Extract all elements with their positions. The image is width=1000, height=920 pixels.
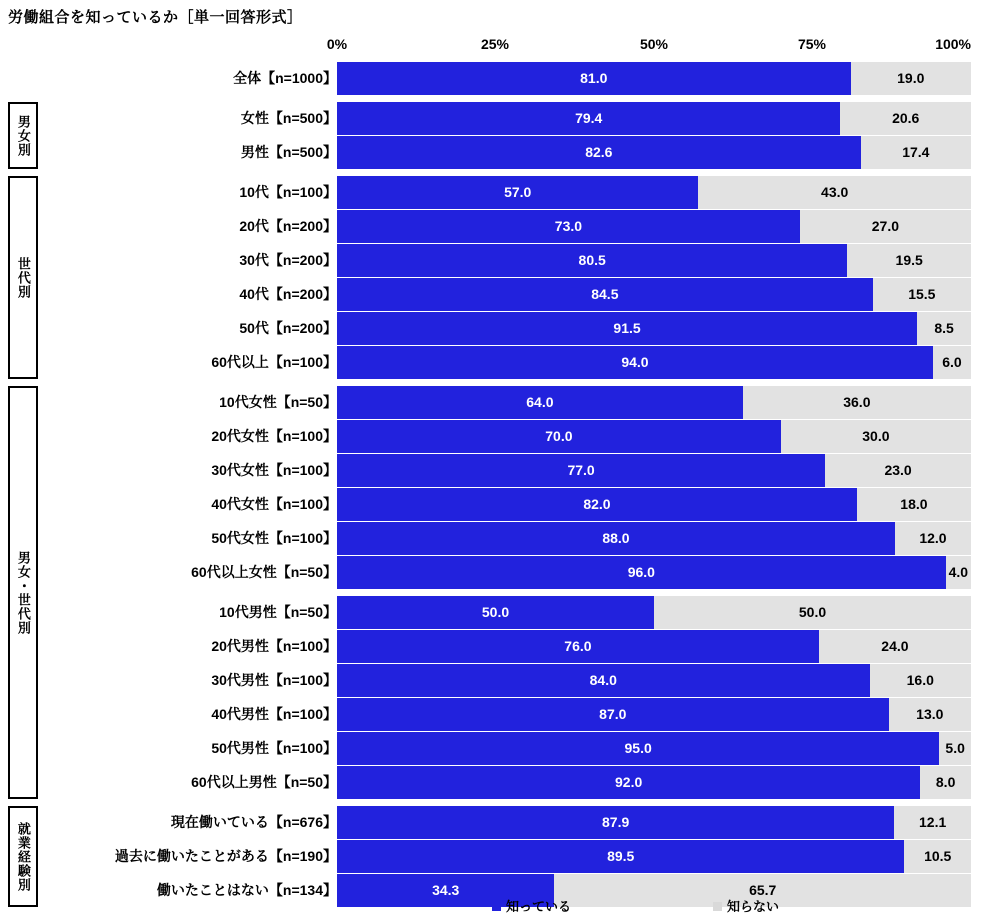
bar-segment-unknow: 15.5 — [873, 278, 971, 311]
group-bracket-generation-label: 世代別 — [15, 256, 31, 299]
chart-row — [0, 244, 1000, 277]
bar-segment-unknow: 12.1 — [894, 806, 971, 839]
bar-segment-unknow: 24.0 — [819, 630, 971, 663]
x-axis-tick-75: 75% — [797, 36, 827, 52]
stacked-bar — [337, 454, 971, 487]
bar-segment-unknow: 20.6 — [840, 102, 971, 135]
stacked-bar — [337, 62, 971, 95]
chart-row — [0, 454, 1000, 487]
group-bracket-gender-generation-label: 男女・世代別 — [15, 550, 31, 635]
stacked-bar — [337, 420, 971, 453]
bar-segment-know: 94.0 — [337, 346, 933, 379]
chart-row — [0, 664, 1000, 697]
bar-segment-unknow: 30.0 — [781, 420, 971, 453]
chart-title: 労働組合を知っているか［単一回答形式］ — [8, 9, 303, 26]
stacked-bar — [337, 102, 971, 135]
row-label: 50代男性【n=100】 — [211, 740, 337, 756]
row-label: 10代女性【n=50】 — [219, 394, 337, 410]
row-label: 過去に働いたことがある【n=190】 — [114, 848, 337, 864]
chart-row — [0, 278, 1000, 311]
stacked-bar — [337, 278, 971, 311]
group-bracket-gender-label: 男女別 — [15, 114, 31, 157]
bar-segment-unknow: 18.0 — [857, 488, 971, 521]
bar-segment-unknow: 8.0 — [920, 766, 971, 799]
stacked-bar — [337, 698, 971, 731]
legend-label-unknow: 知らない — [727, 899, 780, 914]
chart-row — [0, 136, 1000, 169]
chart-row — [0, 556, 1000, 589]
bar-segment-know: 34.3 — [337, 874, 554, 907]
bar-segment-know: 70.0 — [337, 420, 781, 453]
bar-segment-know: 84.0 — [337, 664, 870, 697]
row-label: 40代女性【n=100】 — [211, 496, 337, 512]
stacked-bar — [337, 312, 971, 345]
chart-row — [0, 596, 1000, 629]
legend-item-know — [492, 896, 571, 915]
bar-segment-know: 80.5 — [337, 244, 847, 277]
stacked-bar — [337, 556, 971, 589]
row-label: 40代男性【n=100】 — [211, 706, 337, 722]
chart-row — [0, 766, 1000, 799]
row-label: 20代女性【n=100】 — [211, 428, 337, 444]
row-label: 50代【n=200】 — [239, 320, 337, 336]
legend-swatch-grey-icon — [713, 902, 722, 911]
chart-row — [0, 420, 1000, 453]
bar-segment-know: 82.0 — [337, 488, 857, 521]
chart-row — [0, 522, 1000, 555]
bar-segment-unknow: 19.5 — [847, 244, 971, 277]
row-label: 20代【n=200】 — [239, 218, 337, 234]
row-label: 10代【n=100】 — [239, 184, 337, 200]
bar-segment-know: 91.5 — [337, 312, 917, 345]
chart-row — [0, 698, 1000, 731]
bar-segment-unknow: 17.4 — [861, 136, 971, 169]
bar-segment-unknow: 65.7 — [554, 874, 971, 907]
chart-row — [0, 312, 1000, 345]
row-label: 30代男性【n=100】 — [211, 672, 337, 688]
stacked-bar — [337, 840, 971, 873]
row-label: 60代以上女性【n=50】 — [191, 564, 337, 580]
chart-row — [0, 806, 1000, 839]
bar-segment-unknow: 36.0 — [743, 386, 971, 419]
chart-row — [0, 210, 1000, 243]
row-label: 30代女性【n=100】 — [211, 462, 337, 478]
chart-row — [0, 62, 1000, 95]
row-label: 働いたことはない【n=134】 — [156, 882, 337, 898]
stacked-bar — [337, 806, 971, 839]
stacked-bar — [337, 522, 971, 555]
bar-segment-know: 64.0 — [337, 386, 743, 419]
bar-segment-unknow: 10.5 — [904, 840, 971, 873]
stacked-bar — [337, 386, 971, 419]
plot-area — [0, 62, 1000, 908]
bar-segment-unknow: 13.0 — [889, 698, 971, 731]
bar-segment-know: 87.0 — [337, 698, 889, 731]
chart-row — [0, 840, 1000, 873]
bar-segment-know: 76.0 — [337, 630, 819, 663]
row-label: 現在働いている【n=676】 — [170, 814, 337, 830]
bar-segment-know: 92.0 — [337, 766, 920, 799]
row-label: 40代【n=200】 — [239, 286, 337, 302]
bar-segment-know: 50.0 — [337, 596, 654, 629]
chart-row — [0, 346, 1000, 379]
legend — [0, 896, 1000, 916]
stacked-bar — [337, 176, 971, 209]
bar-segment-unknow: 12.0 — [895, 522, 971, 555]
bar-segment-know: 88.0 — [337, 522, 895, 555]
x-axis-tick-25: 25% — [480, 36, 510, 52]
bar-segment-unknow: 5.0 — [939, 732, 971, 765]
bar-segment-know: 87.9 — [337, 806, 894, 839]
bar-segment-know: 79.4 — [337, 102, 840, 135]
chart-row — [0, 630, 1000, 663]
bar-segment-know: 57.0 — [337, 176, 698, 209]
bar-segment-unknow: 23.0 — [825, 454, 971, 487]
group-bracket-work-experience-label: 就業経験別 — [15, 821, 31, 892]
bar-segment-know: 89.5 — [337, 840, 904, 873]
stacked-bar — [337, 244, 971, 277]
legend-label-know: 知っている — [506, 899, 572, 914]
bar-segment-unknow: 16.0 — [870, 664, 971, 697]
chart-row — [0, 102, 1000, 135]
stacked-bar — [337, 346, 971, 379]
stacked-bar — [337, 488, 971, 521]
row-label: 60代以上【n=100】 — [211, 354, 337, 370]
row-label: 30代【n=200】 — [239, 252, 337, 268]
bar-segment-unknow: 50.0 — [654, 596, 971, 629]
x-axis-tick-100: 100% — [935, 36, 971, 52]
bar-segment-unknow: 4.0 — [946, 556, 971, 589]
chart-row — [0, 386, 1000, 419]
stacked-bar — [337, 596, 971, 629]
bar-segment-know: 82.6 — [337, 136, 861, 169]
row-label: 60代以上男性【n=50】 — [191, 774, 337, 790]
bar-segment-know: 73.0 — [337, 210, 800, 243]
legend-item-unknow — [713, 896, 779, 915]
chart-row — [0, 176, 1000, 209]
x-axis-tick-50: 50% — [639, 36, 669, 52]
bar-segment-unknow: 43.0 — [698, 176, 971, 209]
row-label: 10代男性【n=50】 — [219, 604, 337, 620]
bar-segment-unknow: 6.0 — [933, 346, 971, 379]
bar-segment-know: 81.0 — [337, 62, 851, 95]
bar-segment-know: 96.0 — [337, 556, 946, 589]
chart-row — [0, 732, 1000, 765]
row-label: 50代女性【n=100】 — [211, 530, 337, 546]
bar-segment-unknow: 19.0 — [851, 62, 971, 95]
bar-segment-unknow: 8.5 — [917, 312, 971, 345]
row-label: 女性【n=500】 — [240, 110, 337, 126]
row-label: 男性【n=500】 — [240, 144, 337, 160]
x-axis-tick-0: 0% — [326, 36, 348, 52]
row-label: 全体【n=1000】 — [233, 70, 337, 86]
stacked-bar — [337, 630, 971, 663]
legend-swatch-blue-icon — [492, 902, 501, 911]
bar-segment-know: 84.5 — [337, 278, 873, 311]
stacked-bar — [337, 210, 971, 243]
bar-segment-know: 95.0 — [337, 732, 939, 765]
chart-row — [0, 488, 1000, 521]
row-label: 20代男性【n=100】 — [211, 638, 337, 654]
bar-segment-unknow: 27.0 — [800, 210, 971, 243]
stacked-bar — [337, 664, 971, 697]
bar-segment-know: 77.0 — [337, 454, 825, 487]
stacked-bar — [337, 136, 971, 169]
x-axis-tick-labels — [0, 36, 1000, 56]
stacked-bar — [337, 766, 971, 799]
stacked-bar — [337, 732, 971, 765]
